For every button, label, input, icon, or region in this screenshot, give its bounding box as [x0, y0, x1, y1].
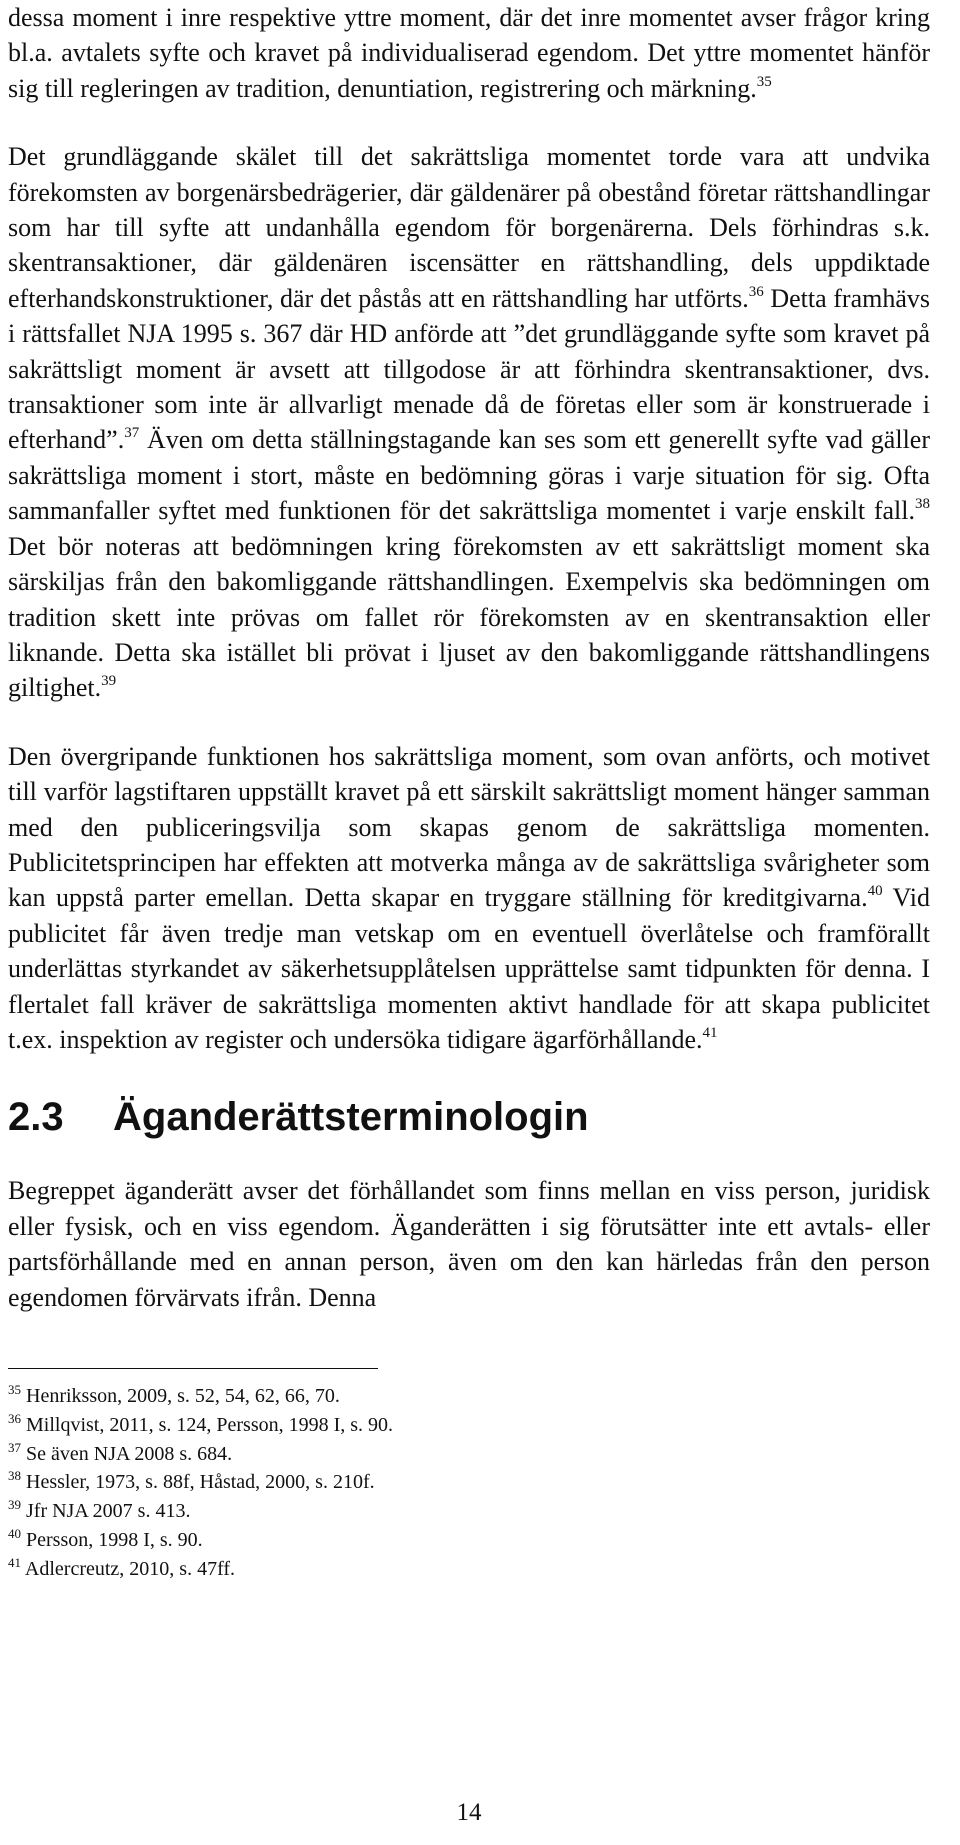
- footnote-text: Persson, 1998 I, s. 90.: [26, 1528, 203, 1551]
- paragraph-text: Detta framhävs i rättsfallet NJA 1995 s. 367 där HD anförde att ”det grundläggande syfte som kravet på sakrättsligt moment är avsett att tillgodose är att förhindra skentransaktioner, dvs. transaktioner som inte är allvarligt menade då de företas eller som är konstruerade i efterhand”.: [8, 283, 931, 455]
- footnote-number: 36: [8, 1410, 21, 1426]
- footnote-number: 38: [8, 1468, 21, 1484]
- paragraph-text: dessa moment i inre respektive yttre moment, där det inre momentet avser frågor kring bl.a. avtalets syfte och kravet på individualiserad egendom. Det yttre momentet hänför sig till regleringen av tradition, denuntiation, registrering och märkning.: [8, 3, 930, 103]
- footnote: [8, 1440, 930, 1469]
- section-title: Äganderättsterminologin: [113, 1095, 589, 1140]
- footnote-number: 41: [8, 1554, 21, 1570]
- footnote-number: 39: [8, 1497, 21, 1513]
- paragraph-2: [8, 139, 930, 706]
- footnote: [8, 1526, 930, 1555]
- footnote-number: 37: [8, 1439, 21, 1455]
- footnote-number: 35: [8, 1382, 21, 1397]
- footnote-text: Millqvist, 2011, s. 124, Persson, 1998 I, s. 90.: [26, 1413, 394, 1436]
- paragraph-text: Begreppet äganderätt avser det förhållandet som finns mellan en viss person, juridisk eller fysisk, och en viss egendom. Äganderätten i sig förutsätter inte ett avtals- eller partsförhållande med en annan person, även om den kan härledas från den person egendomen förvärvats ifrån. Denna: [8, 1176, 930, 1312]
- paragraph-text: Vid publicitet får även tredje man vetskap om en eventuell överlåtelse och framförallt underlättas styrkandet av säkerhetsupplåtelsen upprättelse samt tidpunkten för denna. I flertalet fall kräver de sakrättsliga momenten aktivt handlade för att skapa publicitet t.ex. inspektion av register och undersöka tidigare ägarförhållande.: [8, 883, 930, 1054]
- section-number: 2.3: [8, 1095, 64, 1140]
- footnote-text: Se även NJA 2008 s. 684.: [26, 1442, 233, 1465]
- footnote: [8, 1382, 930, 1411]
- footnote: [8, 1411, 930, 1440]
- footnote-text: Jfr NJA 2007 s. 413.: [26, 1500, 191, 1523]
- footnote: [8, 1497, 930, 1526]
- page-number: 14: [456, 1799, 482, 1826]
- footnote-ref: 36: [748, 283, 764, 300]
- footnote-ref: 39: [101, 673, 117, 690]
- footnote-ref: 41: [702, 1024, 718, 1041]
- paragraph-text: Även om detta ställningstagande kan ses som ett generellt syfte vad gäller sakrättsliga moment i stort, måste en bedömning göras i varje situation för sig. Ofta sammanfaller syftet med funktionen för det sakrättsliga momentet i varje enskilt fall.: [8, 425, 930, 526]
- footnote-ref: 37: [124, 425, 140, 442]
- footnote: [8, 1468, 930, 1497]
- paragraph-text: Det bör noteras att bedömningen kring förekomsten av ett sakrättsligt moment ska särskiljas från den bakomliggande rättshandlingen. Exempelvis ska bedömningen om tradition skett inte prövas om fallet rör förekomsten av en skentransaktion eller liknande. Detta ska istället bli prövat i ljuset av den bakomliggande rättshandlingens giltighet.: [8, 531, 930, 703]
- paragraph-text: Den övergripande funktionen hos sakrättsliga moment, som ovan anförts, och motivet till varför lagstiftaren uppställt kravet på ett särskilt sakrättsligt moment hänger samman med den publiceringsvilja som skapas genom de sakrättsliga momenten. Publicitetsprincipen har effekten att motverka många av de sakrättsliga svårigheter som kan uppstå parter emellan. Detta skapar en tryggare ställning för kreditgivarna.: [8, 741, 930, 913]
- paragraph-3: [8, 739, 930, 1058]
- footnote-ref: 35: [756, 73, 772, 90]
- footnote-ref: 40: [867, 883, 883, 900]
- paragraph-4: [8, 1173, 930, 1315]
- footnote-ref: 38: [915, 496, 930, 513]
- footnote-list: [8, 1382, 930, 1584]
- footnote-text: Adlercreutz, 2010, s. 47ff.: [24, 1557, 236, 1580]
- footnote-text: Henriksson, 2009, s. 52, 54, 62, 66, 70.: [26, 1385, 340, 1407]
- paragraph-1: [8, 0, 930, 106]
- footnote: [8, 1555, 930, 1584]
- paragraph-text: Det grundläggande skälet till det sakrättsliga momentet torde vara att undvika förekomsten av borgenärsbedrägerier, där gäldenärer på obestånd företar rättshandlingar som har till syfte att undanhålla egendom för borgenärerna. Dels förhindras s.k. skentransaktioner, där gäldenären iscensätter en rättshandling, dels uppdiktade efterhandskonstruktioner, där det påstås att en rättshandling har utförts.: [8, 142, 930, 313]
- section-heading: [8, 1093, 930, 1141]
- footnote-divider: [8, 1368, 378, 1369]
- footnote-number: 40: [8, 1525, 21, 1541]
- footnote-text: Hessler, 1973, s. 88f, Håstad, 2000, s. 210f.: [26, 1471, 375, 1494]
